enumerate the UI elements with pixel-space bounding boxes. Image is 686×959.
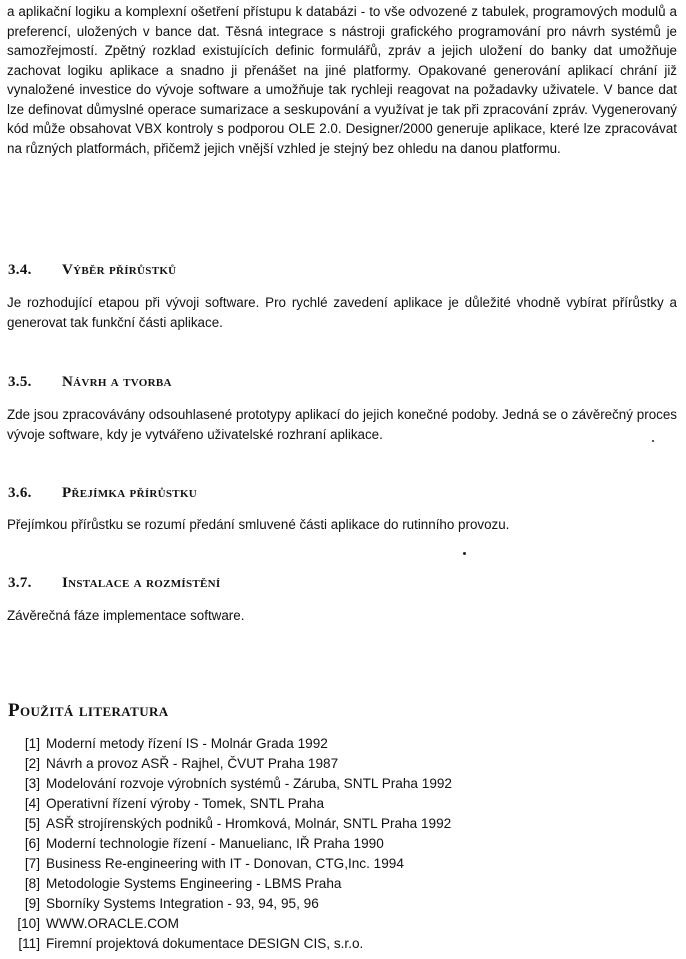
scan-speck [652, 440, 654, 442]
section-number: 3.5. [8, 374, 32, 390]
reference-text: Moderní metody řízení IS - Molnár Grada 1992 [46, 736, 328, 751]
section-number: 3.7. [8, 575, 32, 591]
section-title: Přejímka přírůstku [62, 485, 198, 501]
reference-text: Operativní řízení výroby - Tomek, SNTL Praha [46, 796, 325, 811]
reference-number: [4] [24, 796, 40, 811]
reference-item [8, 774, 452, 794]
reference-text: WWW.ORACLE.COM [46, 916, 179, 931]
reference-item [8, 894, 452, 914]
reference-item [8, 834, 452, 854]
section-heading-3-7 [8, 575, 221, 592]
reference-item [8, 814, 452, 834]
section-text-3-5: Zde jsou zpracovávány odsouhlasené prototypy aplikací do jejich konečné podoby. Jedná se o závěrečný proces vývoje software, kdy je vytvářeno uživatelské rozhraní aplikace. [7, 407, 677, 442]
reference-number: [1] [24, 736, 40, 751]
reference-text: Business Re-engineering with IT - Donovan, CTG,Inc. 1994 [46, 856, 404, 871]
reference-number: [6] [24, 836, 40, 851]
reference-text: Sborníky Systems Integration - 93, 94, 95, 96 [46, 896, 319, 911]
reference-number: [7] [24, 856, 40, 871]
reference-number: [3] [24, 776, 40, 791]
reference-text: Modelování rozvoje výrobních systémů - Záruba, SNTL Praha 1992 [46, 776, 452, 791]
section-title: Instalace a rozmístění [62, 575, 221, 591]
section-heading-3-6 [8, 485, 197, 502]
reference-list [8, 734, 452, 954]
section-heading-3-5 [8, 374, 172, 391]
section-text-3-4: Je rozhodující etapou při vývoji software. Pro rychlé zavedení aplikace je důležité vhodně vybírat přírůstky a generovat tak funkční části aplikace. [7, 295, 677, 330]
section-number: 3.6. [8, 485, 32, 501]
section-title: Návrh a tvorba [62, 374, 172, 390]
reference-number: [2] [24, 756, 40, 771]
section-heading-3-4 [8, 262, 176, 279]
section-title: Výběr přírůstků [62, 262, 177, 278]
reference-text: Metodologie Systems Engineering - LBMS Praha [46, 876, 342, 891]
section-text-3-7: Závěrečná fáze implementace software. [7, 608, 245, 623]
reference-item [8, 734, 452, 754]
reference-text: Firemní projektová dokumentace DESIGN CIS, s.r.o. [46, 936, 364, 951]
reference-number: [11] [18, 936, 40, 951]
section-text-3-6: Přejímkou přírůstku se rozumí předání smluvené části aplikace do rutinního provozu. [7, 517, 510, 532]
reference-item [8, 914, 452, 934]
reference-number: [8] [24, 876, 40, 891]
reference-item [8, 754, 452, 774]
reference-item [8, 934, 452, 954]
literature-title: Použitá literatura [8, 700, 169, 721]
reference-item [8, 874, 452, 894]
reference-number: [9] [24, 896, 40, 911]
reference-number: [10] [17, 916, 40, 931]
scan-speck [463, 552, 466, 555]
section-number: 3.4. [8, 262, 32, 278]
reference-text: ASŘ strojírenských podniků - Hromková, Molnár, SNTL Praha 1992 [46, 816, 452, 831]
intro-paragraph: a aplikační logiku a komplexní ošetření přístupu k databázi - to vše odvozené z tabulek, programových modulů a preferencí, uložených v bance dat. Těsná integrace s nástroji grafického programování pro návrh systémů je samozřejmostí. Zpětný rozklad existujících definic formulářů, zpráv a jejich uložení do banky dat umožňuje zachovat logiku aplikace a snadno ji přenášet na jiné platformy. Opakované generování aplikací chrání již vynaložené investice do vývoje software a umožňuje tak rychleji reagovat na požadavky uživatele. V bance dat lze definovat důmyslné operace sumarizace a seskupování a využívat je tak při zpracování zpráv. Vygenerovaný kód může obsahovat VBX kontroly s podporou OLE 2.0. Designer/2000 generuje aplikace, které lze zpracovávat na různých platformách, přičemž jejich vnější vzhled je stejný bez ohledu na danou platformu. [7, 4, 677, 156]
reference-text: Návrh a provoz ASŘ - Rajhel, ČVUT Praha 1987 [46, 756, 339, 771]
reference-text: Moderní technologie řízení - Manuelianc, IŘ Praha 1990 [46, 836, 384, 851]
reference-item [8, 854, 452, 874]
reference-item [8, 794, 452, 814]
reference-number: [5] [24, 816, 40, 831]
